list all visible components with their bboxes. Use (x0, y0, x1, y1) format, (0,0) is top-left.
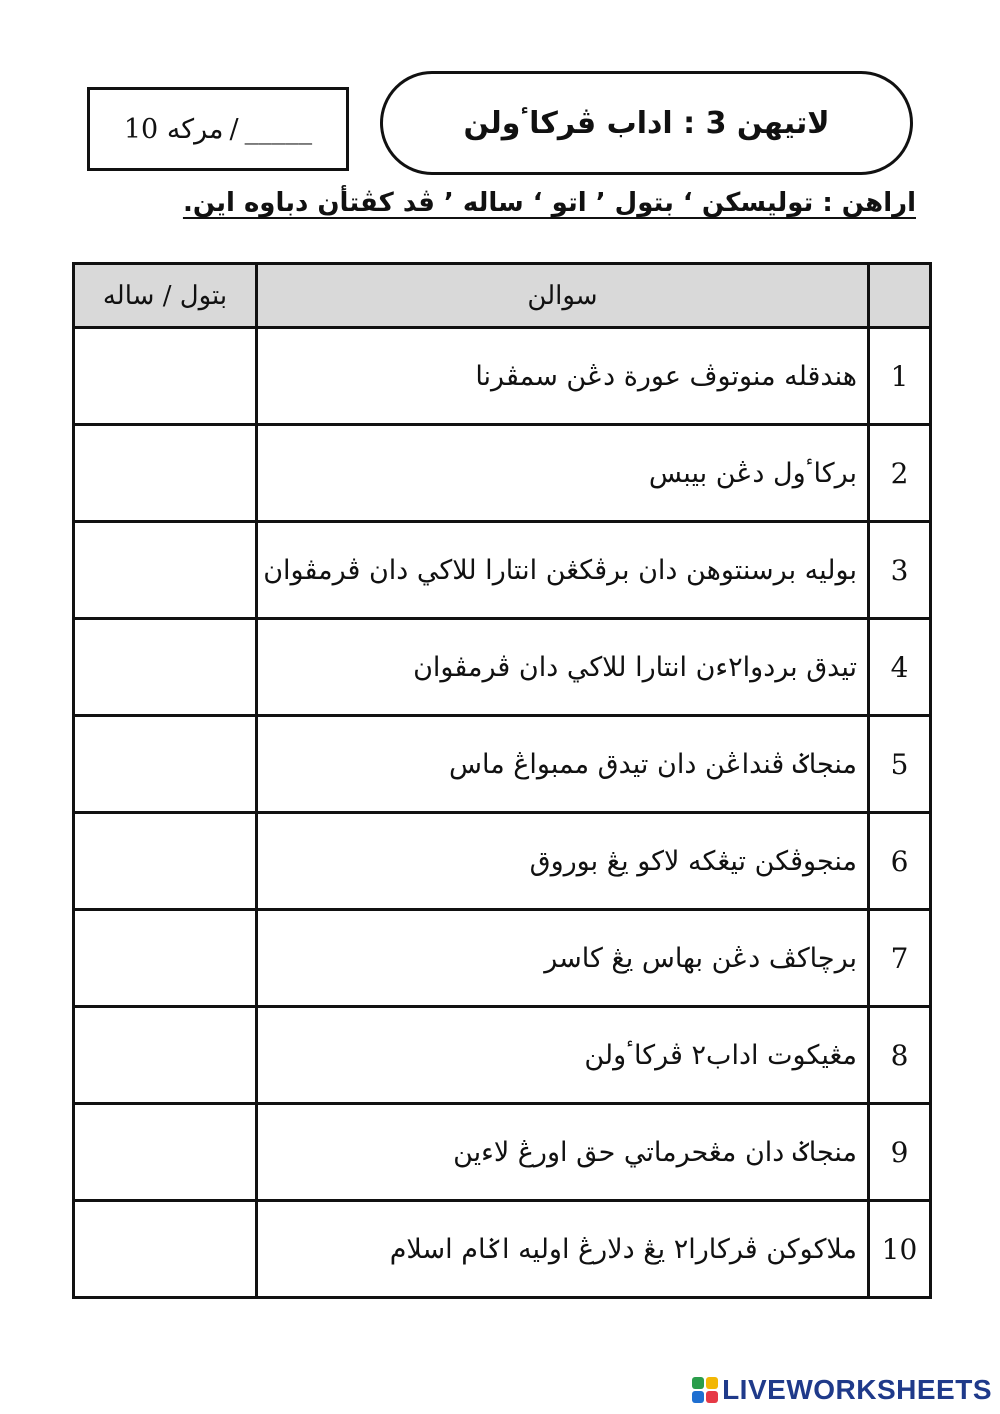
header-answer: بتول / ساله (74, 264, 257, 328)
liveworksheets-watermark (692, 1374, 992, 1406)
score-box (87, 87, 349, 171)
table-row (74, 910, 931, 1007)
header-question: سوالن (257, 264, 869, 328)
answer-input[interactable] (72, 620, 254, 714)
instruction-text: اراهن : توليسكن ‘ بتول ’ اتو ‘ ساله ’ ڤد كڤتأن دباوه اين. (182, 188, 916, 218)
worksheet-title: لاتيهن 3 : اداب ڤركاٴولن (463, 105, 830, 141)
question-text: بركاٴول دڠن بيبس (257, 425, 869, 522)
question-text: بوليه برسنتوهن دان برڤكڠن انتارا للاكي دان ڤرمڤوان (257, 522, 869, 619)
table-body (74, 328, 931, 1298)
answer-cell (74, 328, 257, 425)
question-number: 8 (869, 1007, 931, 1104)
header-number (869, 264, 931, 328)
table-row (74, 1201, 931, 1298)
logo-square-icon (706, 1391, 718, 1403)
question-text: منجاݢ دان مڠحرماتي حق اورڠ لاءين (257, 1104, 869, 1201)
table-row (74, 328, 931, 425)
liveworksheets-logo-icon (692, 1377, 718, 1403)
answer-input[interactable] (72, 814, 254, 908)
questions-table (72, 262, 932, 1299)
table-row (74, 522, 931, 619)
score-separator: / (229, 113, 239, 145)
question-text: برچاكڤ دڠن بهاس يڠ كاسر (257, 910, 869, 1007)
score-blank: _____ (244, 113, 313, 145)
answer-input[interactable] (72, 523, 254, 617)
question-text: هندقله منوتوڤ عورة دڠن سمڤرنا (257, 328, 869, 425)
question-text: ملاكوكن ڤركارا٢ يڠ دلارڠ اوليه اݢام اسلام (257, 1201, 869, 1298)
answer-input[interactable] (72, 1008, 254, 1102)
answer-input[interactable] (72, 1105, 254, 1199)
watermark-text: LIVEWORKSHEETS (722, 1374, 992, 1405)
answer-cell (74, 1201, 257, 1298)
answer-cell (74, 619, 257, 716)
question-number: 10 (869, 1201, 931, 1298)
question-text: منجوڤكن تيڠكه لاكو يڠ بوروق (257, 813, 869, 910)
question-number: 3 (869, 522, 931, 619)
question-number: 2 (869, 425, 931, 522)
table-row (74, 813, 931, 910)
table-header-row (74, 264, 931, 328)
answer-input[interactable] (72, 1202, 254, 1296)
answer-cell (74, 910, 257, 1007)
question-number: 1 (869, 328, 931, 425)
question-text: منجاݢ ڤنداڠن دان تيدق ممبواڠ ماس (257, 716, 869, 813)
question-number: 6 (869, 813, 931, 910)
question-text: مڠيكوت اداب٢ ڤركاٴولن (257, 1007, 869, 1104)
answer-cell (74, 1007, 257, 1104)
logo-square-icon (692, 1391, 704, 1403)
table-row (74, 1104, 931, 1201)
answer-input[interactable] (72, 329, 254, 423)
question-number: 5 (869, 716, 931, 813)
question-text: تيدق بردوا٢ءن انتارا للاكي دان ڤرمڤوان (257, 619, 869, 716)
answer-cell (74, 716, 257, 813)
answer-input[interactable] (72, 911, 254, 1005)
table-row (74, 716, 931, 813)
question-number: 9 (869, 1104, 931, 1201)
table-row (74, 619, 931, 716)
question-number: 4 (869, 619, 931, 716)
question-number: 7 (869, 910, 931, 1007)
answer-cell (74, 425, 257, 522)
answer-input[interactable] (72, 426, 254, 520)
answer-cell (74, 813, 257, 910)
answer-input[interactable] (72, 717, 254, 811)
table-row (74, 425, 931, 522)
answer-cell (74, 522, 257, 619)
logo-square-icon (692, 1377, 704, 1389)
logo-square-icon (706, 1377, 718, 1389)
worksheet-title-box (380, 71, 913, 175)
table-row (74, 1007, 931, 1104)
score-total: 10 مركه (123, 113, 224, 145)
answer-cell (74, 1104, 257, 1201)
